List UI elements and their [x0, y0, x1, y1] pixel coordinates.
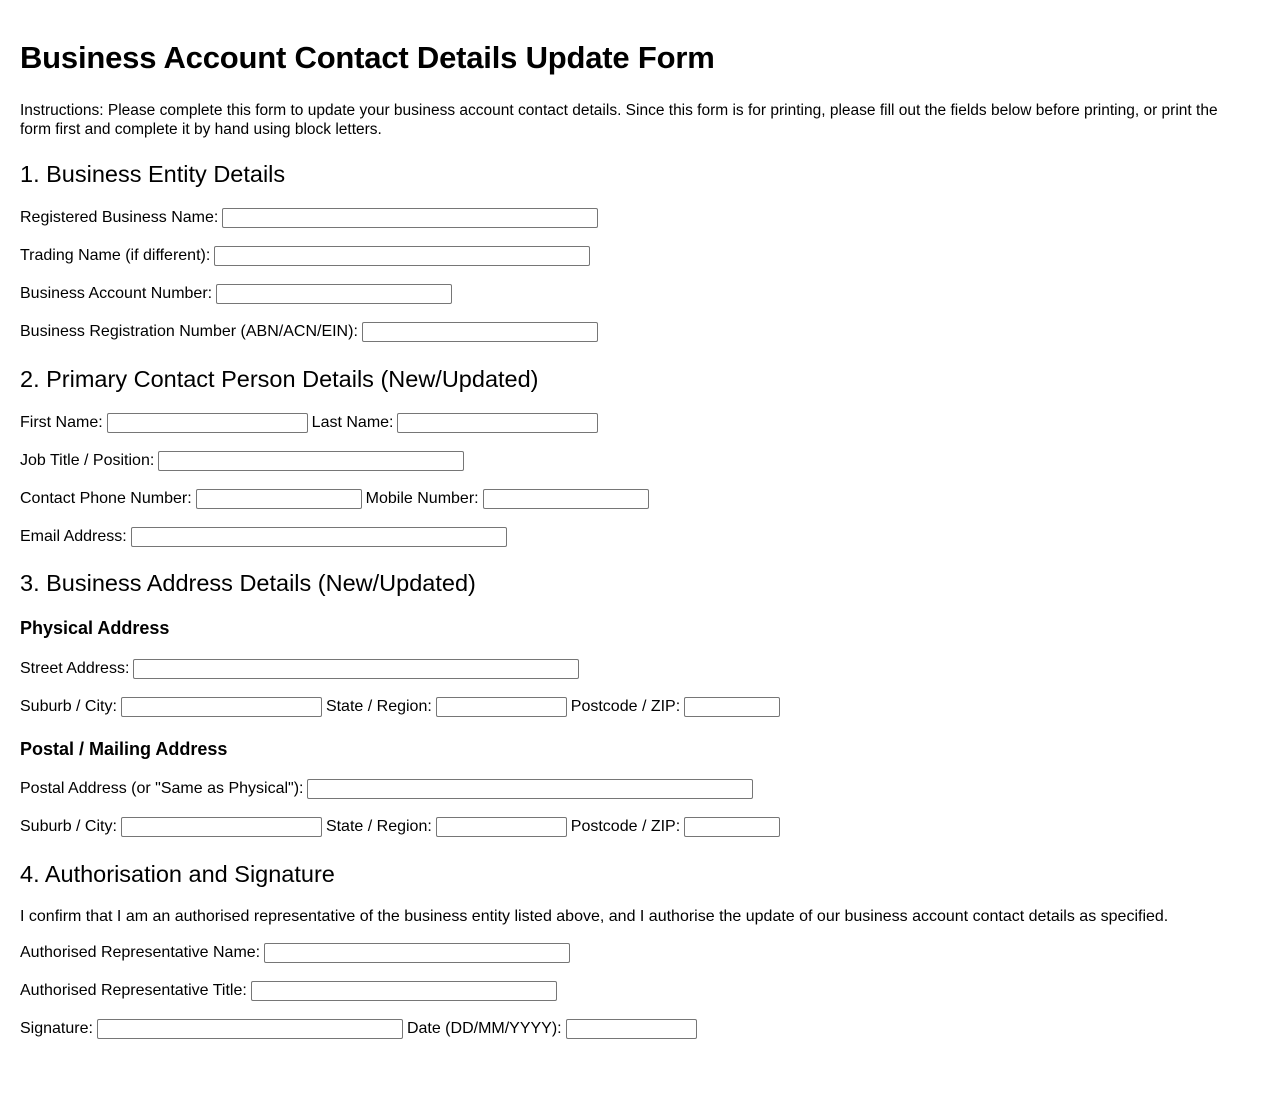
date-label: Date (DD/MM/YYYY):	[406, 1020, 562, 1037]
physical-suburb-input[interactable]	[121, 697, 322, 717]
postal-address-subheading: Postal / Mailing Address	[20, 739, 228, 759]
postal-suburb-input[interactable]	[121, 817, 322, 837]
registered-name-label: Registered Business Name:	[20, 209, 219, 226]
section-heading-authorisation: 4. Authorisation and Signature	[20, 861, 335, 887]
postal-postcode-label: Postcode / ZIP:	[570, 818, 681, 835]
mobile-input[interactable]	[483, 489, 649, 509]
instructions-text: Instructions: Please complete this form to update your business account contact details. Since this form is for printing, please fill out the fields below before printing, or print the form first and complete it by hand using block letters.	[20, 102, 1218, 138]
rep-name-label: Authorised Representative Name:	[20, 944, 261, 961]
section-heading-business-address: 3. Business Address Details (New/Updated)	[20, 570, 476, 596]
registration-number-label: Business Registration Number (ABN/ACN/EIN):	[20, 323, 358, 340]
physical-suburb-label: Suburb / City:	[20, 698, 117, 715]
date-input[interactable]	[566, 1019, 697, 1039]
physical-state-input[interactable]	[436, 697, 567, 717]
job-title-label: Job Title / Position:	[20, 452, 155, 469]
row-rep-name	[20, 942, 570, 964]
email-input[interactable]	[131, 527, 507, 547]
physical-state-label: State / Region:	[325, 698, 432, 715]
street-address-input[interactable]	[133, 659, 579, 679]
account-number-label: Business Account Number:	[20, 285, 213, 302]
postal-postcode-input[interactable]	[684, 817, 780, 837]
physical-address-subheading: Physical Address	[20, 618, 170, 638]
trading-name-input[interactable]	[214, 246, 590, 266]
row-email	[20, 526, 507, 548]
physical-postcode-input[interactable]	[684, 697, 780, 717]
account-number-input[interactable]	[216, 284, 452, 304]
row-job-title	[20, 450, 464, 472]
email-label: Email Address:	[20, 528, 127, 545]
registered-name-input[interactable]	[222, 208, 598, 228]
job-title-input[interactable]	[158, 451, 464, 471]
rep-title-input[interactable]	[251, 981, 557, 1001]
signature-label: Signature:	[20, 1020, 93, 1037]
postal-state-label: State / Region:	[325, 818, 432, 835]
row-physical-locality	[20, 696, 780, 718]
signature-input[interactable]	[97, 1019, 403, 1039]
phone-label: Contact Phone Number:	[20, 490, 192, 507]
row-registered-name	[20, 207, 598, 229]
rep-name-input[interactable]	[264, 943, 570, 963]
physical-postcode-label: Postcode / ZIP:	[570, 698, 681, 715]
row-signature-date	[20, 1018, 697, 1040]
postal-address-input[interactable]	[307, 779, 753, 799]
row-account-number	[20, 283, 452, 305]
row-phone-numbers	[20, 488, 649, 510]
row-rep-title	[20, 980, 557, 1002]
street-address-label: Street Address:	[20, 660, 130, 677]
row-registration-number	[20, 321, 598, 343]
rep-title-label: Authorised Representative Title:	[20, 982, 247, 999]
last-name-input[interactable]	[397, 413, 598, 433]
row-postal-address	[20, 778, 753, 800]
first-name-label: First Name:	[20, 414, 103, 431]
row-contact-name	[20, 412, 598, 434]
postal-address-label: Postal Address (or "Same as Physical"):	[20, 780, 304, 797]
confirmation-text: I confirm that I am an authorised representative of the business entity listed above, and I authorise the update of our business account contact details as specified.	[20, 908, 1169, 925]
row-postal-locality	[20, 816, 780, 838]
row-trading-name	[20, 245, 590, 267]
first-name-input[interactable]	[107, 413, 308, 433]
section-heading-business-entity: 1. Business Entity Details	[20, 161, 286, 187]
postal-suburb-label: Suburb / City:	[20, 818, 117, 835]
mobile-label: Mobile Number:	[365, 490, 479, 507]
registration-number-input[interactable]	[362, 322, 598, 342]
section-heading-primary-contact: 2. Primary Contact Person Details (New/Updated)	[20, 366, 539, 392]
row-street-address	[20, 658, 579, 680]
trading-name-label: Trading Name (if different):	[20, 247, 211, 264]
last-name-label: Last Name:	[311, 414, 394, 431]
phone-input[interactable]	[196, 489, 362, 509]
postal-state-input[interactable]	[436, 817, 567, 837]
page-title: Business Account Contact Details Update Form	[20, 40, 715, 75]
